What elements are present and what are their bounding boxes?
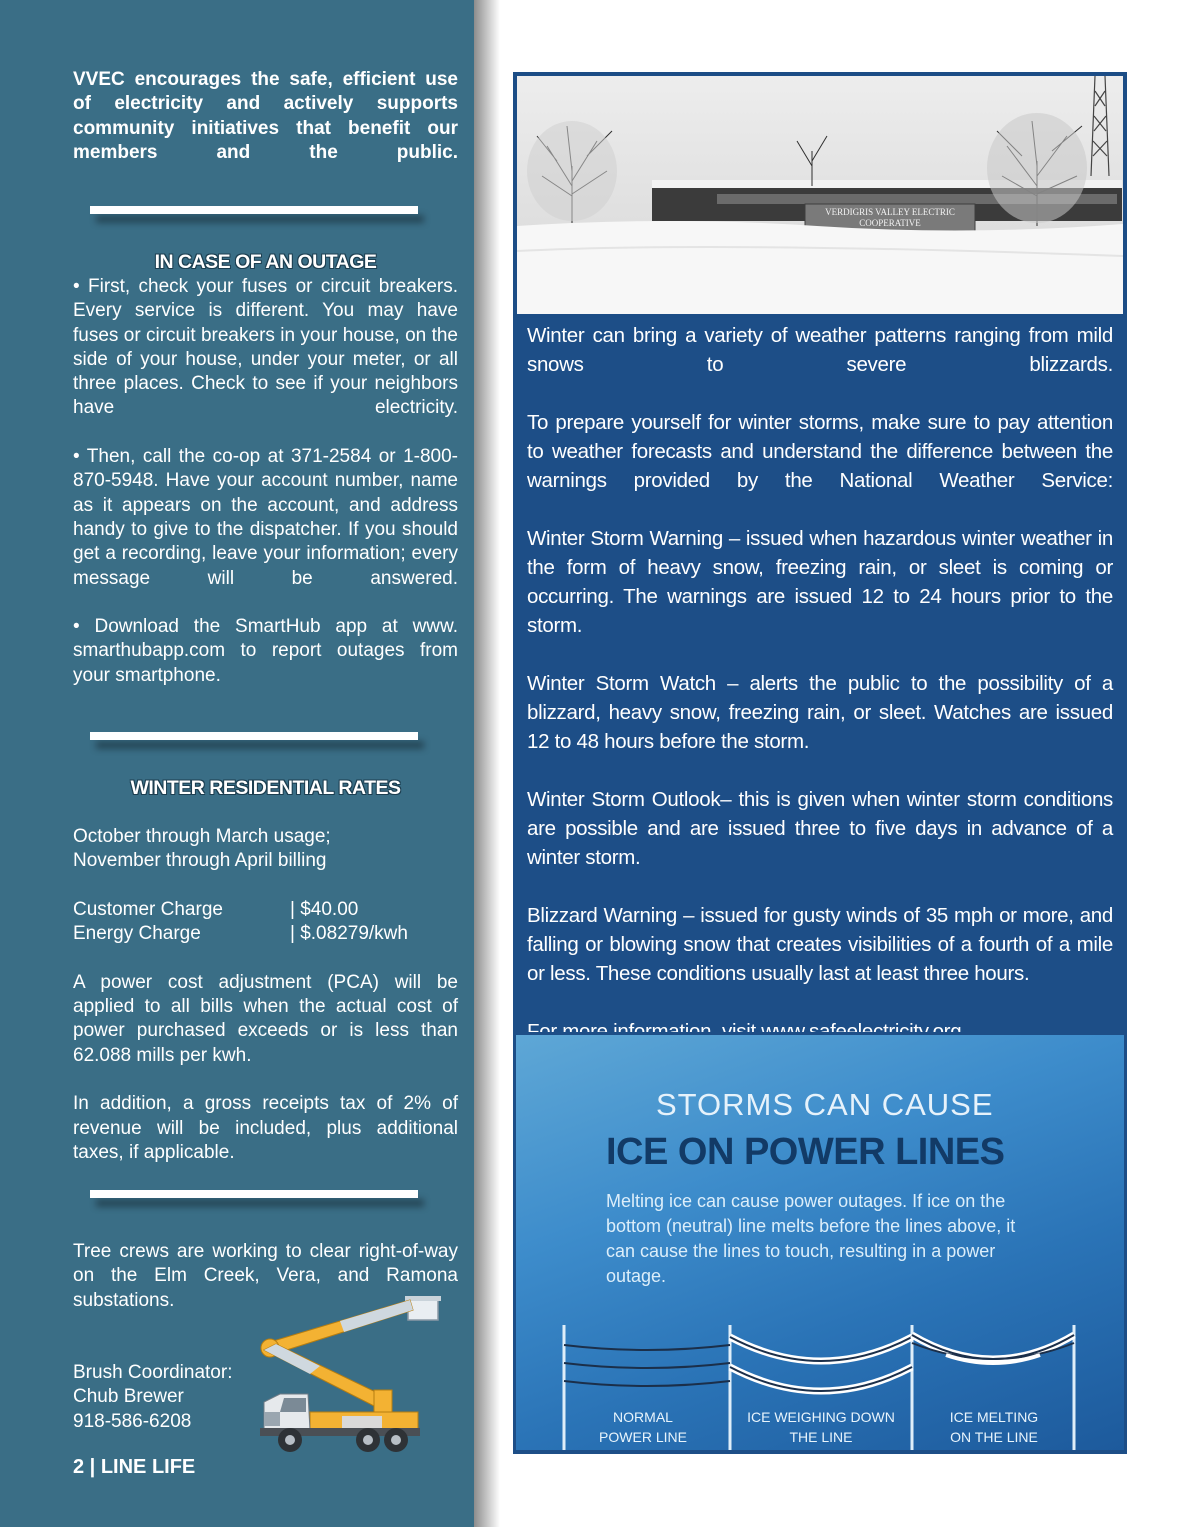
energy-charge-label: Energy Charge [73, 923, 201, 945]
melting-lines [912, 1335, 1074, 1363]
sidebar-shadow [474, 0, 500, 1527]
divider [90, 732, 418, 740]
label-ice-melting [934, 1407, 1054, 1447]
sign-line-1: VERDIGRIS VALLEY ELECTRIC [825, 207, 955, 217]
customer-charge-label: Customer Charge [73, 898, 223, 920]
tax-text: In addition, a gross receipts tax of 2% of revenue will be included, plus additional taxes, if applicable. [73, 1093, 458, 1163]
winter-storm-info [513, 318, 1127, 1032]
customer-charge-value: | $40.00 [290, 898, 359, 920]
intro-text: VVEC encourages the safe, efficient use of electricity and actively supports community initiatives that benefit our members and the public. [73, 69, 458, 163]
rates-heading: WINTER RESIDENTIAL RATES [130, 777, 401, 799]
outage-step-3: • Download the SmartHub app at www. smarthubapp.com to report outages from your smartphone. [73, 616, 458, 686]
energy-charge-row [73, 922, 458, 946]
photo-frame [513, 72, 1127, 318]
snowy-building-photo [517, 76, 1123, 314]
rates-section [73, 825, 458, 1165]
label-melting-line-2: ON THE LINE [950, 1429, 1038, 1445]
ice-graphic-frame [513, 1032, 1127, 1454]
label-normal-line-2: POWER LINE [599, 1429, 687, 1445]
outage-heading: IN CASE OF AN OUTAGE [154, 251, 377, 273]
label-melting-line-1: ICE MELTING [949, 1409, 1039, 1425]
winter-storm-outlook: Winter Storm Outlook– this is given when winter storm conditions are possible and are issued three to five days in advance of a winter storm. [527, 788, 1113, 869]
outage-step-2: • Then, call the co-op at 371-2584 or 1-800-870-5948. Have your account number, name as it appears on the account, and address handy to give to the dispatcher. If you should get a recording, leave your information; every message will be answered. [73, 446, 458, 589]
bucket-truck-illustration [250, 1290, 450, 1460]
winter-storm-warning: Winter Storm Warning – issued when hazardous winter weather in the form of heavy snow, freezing rain, or sleet is coming or occurring. The warnings are issued 12 to 24 hours prior to the storm. [527, 527, 1113, 637]
ice-body-text: Melting ice can cause power outages. If ice on the bottom (neutral) line melts before the lines above, it can cause the lines to touch, resulting in a power outage. [606, 1191, 1016, 1286]
sign-line-2: COOPERATIVE [859, 218, 921, 228]
tree-crews-text: Tree crews are working to clear right-of-way on the Elm Creek, Vera, and Ramona substations. [73, 1241, 458, 1311]
brush-coordinator-name: Chub Brewer [73, 1386, 184, 1408]
label-weighing-line-1: ICE WEIGHING DOWN [747, 1409, 895, 1425]
label-normal-line-1: NORMAL [613, 1409, 673, 1425]
brush-coordinator-phone: 918-586-6208 [73, 1410, 192, 1432]
winter-intro: Winter can bring a variety of weather patterns ranging from mild snows to severe blizzards. [527, 324, 1113, 376]
sidebar [0, 0, 474, 1527]
label-normal-power-line [588, 1407, 698, 1447]
winter-storm-watch: Winter Storm Watch – alerts the public to the possibility of a blizzard, heavy snow, freezing rain, or sleet. Watches are issued 12 to 48 hours before the storm. [527, 672, 1113, 753]
brush-coordinator [73, 1361, 273, 1434]
ice-title-line-2: ICE ON POWER LINES [606, 1131, 1005, 1173]
winter-prepare: To prepare yourself for winter storms, make sure to pay attention to weather forecasts and understand the difference between the warnings provided by the National Weather Service: [527, 411, 1113, 492]
label-ice-weighing-down [736, 1407, 906, 1447]
iced-lines [730, 1337, 912, 1391]
customer-charge-row [73, 898, 458, 922]
energy-charge-value: | $.08279/kwh [290, 923, 408, 945]
ice-graphic [516, 1035, 1124, 1450]
ice-title-line-1: STORMS CAN CAUSE [656, 1087, 994, 1122]
outage-section [73, 275, 458, 688]
divider [90, 1190, 418, 1198]
outage-step-1: • First, check your fuses or circuit breakers. Every service is different. You may have fuses or circuit breakers in your house, on the side of your house, under your meter, or all three places. Check to see if your neighbors have electricity. [73, 276, 458, 419]
brush-coordinator-title: Brush Coordinator: [73, 1362, 233, 1383]
rates-period-usage: October through March usage; [73, 826, 331, 847]
normal-lines [564, 1345, 730, 1386]
page-footer: 2 | LINE LIFE [73, 1456, 196, 1478]
pca-text: A power cost adjustment (PCA) will be applied to all bills when the actual cost of power purchased exceeds or is less than 62.088 mills per kwh. [73, 971, 458, 1066]
label-weighing-line-2: THE LINE [789, 1429, 853, 1445]
blizzard-warning: Blizzard Warning – issued for gusty winds of 35 mph or more, and falling or blowing snow that creates visibilities of a fourth of a mile or less. These conditions usually last at least three hours. [527, 904, 1113, 985]
divider [90, 206, 418, 214]
rates-period-billing: November through April billing [73, 850, 327, 872]
